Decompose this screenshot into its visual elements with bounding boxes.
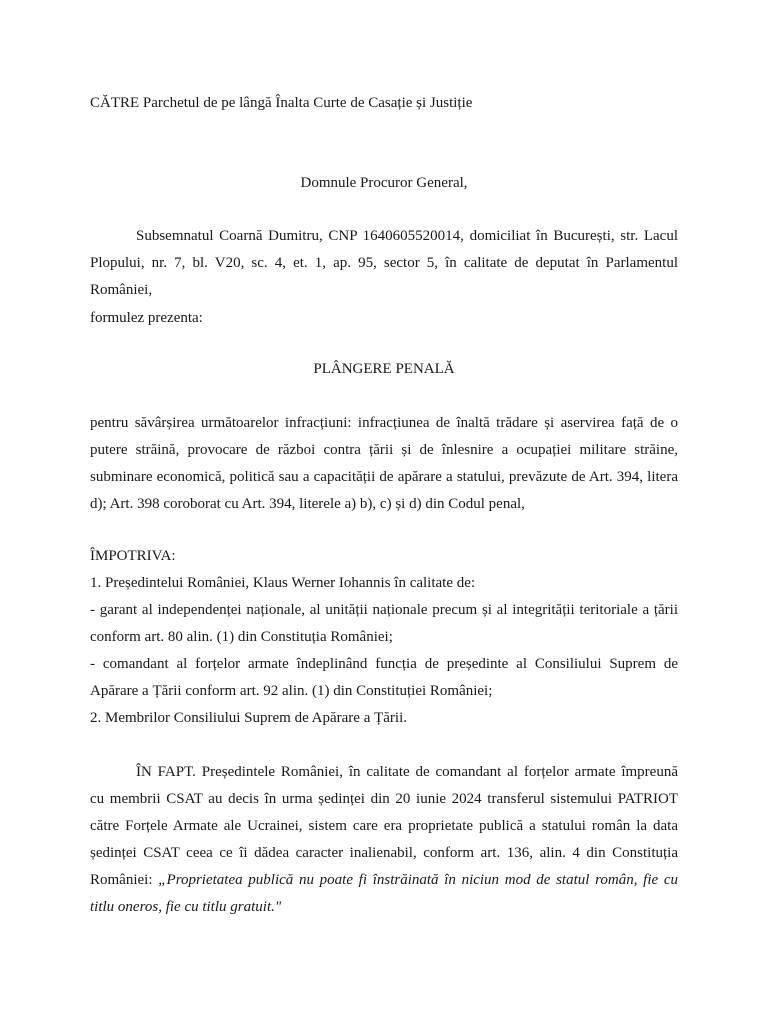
intro-line-3: României, — [90, 282, 153, 298]
intro-line-4: formulez prezenta: — [90, 310, 203, 326]
offences-line-2: putere străină, provocare de război contra țării și de înlesnire a ocupației militare străine, — [90, 442, 678, 458]
intro-line-2: Plopului, nr. 7, bl. V20, sc. 4, et. 1, ap. 95, sector 5, în calitate de deputat în Parlamentul — [90, 255, 678, 271]
against-sub1-line-2: conform art. 80 alin. (1) din Constituția României; — [90, 629, 393, 645]
against-sub1-line-1: - garant al independenței naționale, al unității naționale precum și al integrității teritoriale a țării — [90, 602, 678, 618]
offences-line-1: pentru săvârșirea următoarelor infracțiuni: infracțiunea de înaltă trădare și aservirea față de o — [90, 415, 678, 431]
against-heading: ÎMPOTRIVA: — [90, 548, 176, 564]
against-sub2-line-2: Apărare a Țării conform art. 92 alin. (1) din Constituției României; — [90, 683, 493, 699]
against-sub2-line-1: - comandant al forțelor armate îndeplinând funcția de președinte al Consiliului Suprem de — [90, 656, 678, 672]
addressee-line: CĂTRE Parchetul de pe lângă Înalta Curte de Casație și Justiție — [90, 95, 473, 111]
against-item-1: 1. Președintelui României, Klaus Werner Iohannis în calitate de: — [90, 575, 476, 591]
offences-line-3: subminare economică, politică sau a capacității de apărare a statului, prevăzute de Art. 394, litera — [90, 469, 678, 485]
intro-line-1: Subsemnatul Coarnă Dumitru, CNP 1640605520014, domiciliat în București, str. Lacul — [136, 228, 678, 244]
against-item-2: 2. Membrilor Consiliului Suprem de Apărare a Țării. — [90, 710, 408, 726]
offences-line-4: d); Art. 398 coroborat cu Art. 394, literele a) b), c) și d) din Codul penal, — [90, 496, 525, 512]
salutation: Domnule Procuror General, — [300, 175, 468, 191]
constitution-quote-part-1: „Proprietatea publică nu poate fi înstrăinată în niciun mod de statul român, fie cu — [158, 872, 678, 888]
facts-line-2: cu membrii CSAT au decis în urma ședinței din 20 iunie 2024 transferul sistemului PATRIOT — [90, 791, 678, 807]
document-title: PLÂNGERE PENALĂ — [313, 361, 455, 377]
facts-line-5-text: României: — [90, 872, 159, 888]
facts-line-1: ÎN FAPT. Președintele României, în calitate de comandant al forțelor armate împreună — [136, 764, 678, 780]
facts-line-4: ședinței CSAT ceea ce îi dădea caracter inalienabil, conform art. 136, alin. 4 din Constituția — [90, 845, 678, 861]
facts-line-3: către Forțele Armate ale Ucrainei, sistem care era proprietate publică a statului român la data — [90, 818, 678, 834]
constitution-quote-part-2: titlu oneros, fie cu titlu gratuit." — [90, 899, 282, 915]
facts-line-5 — [90, 870, 678, 890]
